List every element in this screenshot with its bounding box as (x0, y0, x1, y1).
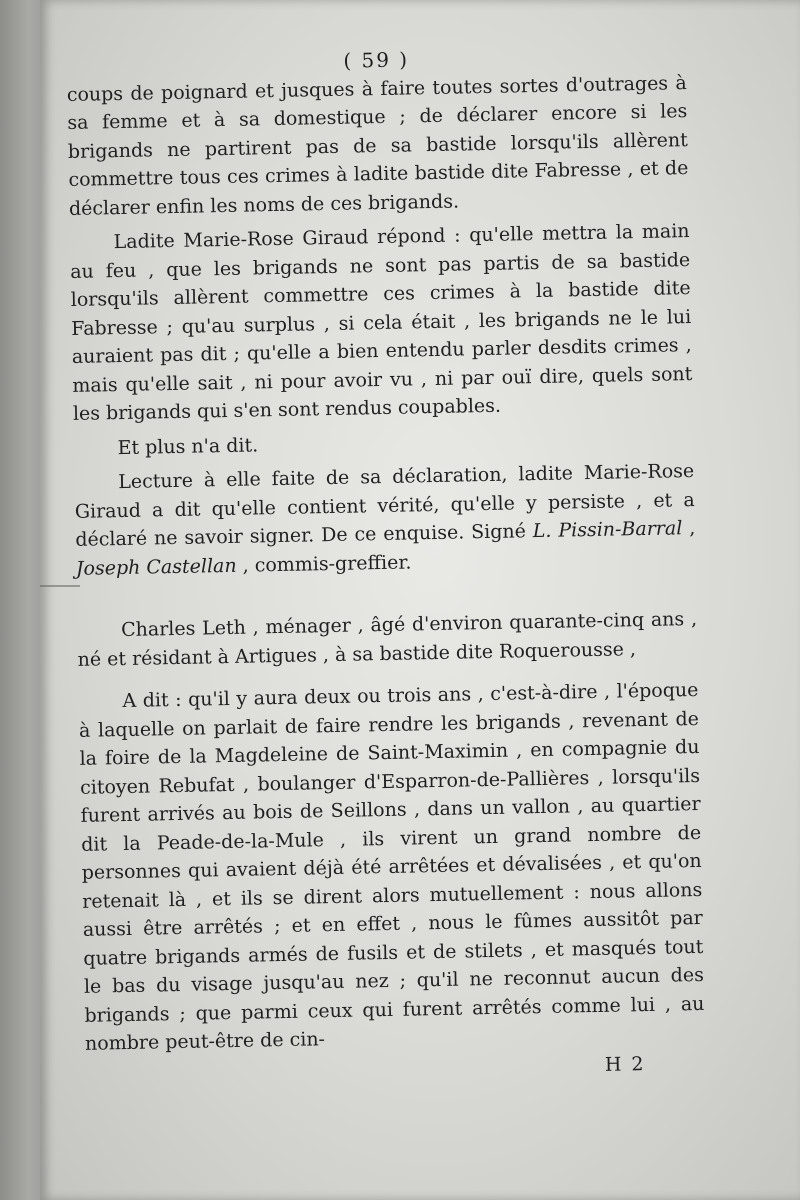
signature-mark: H 2 (604, 1052, 646, 1076)
paragraph-1: coups de poignard et jusques à faire toutes sortes d'outrages à sa femme et à sa domestique ; de déclarer encore si les brigands ne partirent pas de sa bastide lorsqu'ils allèrent commettre tous ces crimes à ladite bastide dite Fabresse , et de déclarer enfin les noms de ces brigands. (66, 71, 689, 220)
paragraph-4 (74, 457, 696, 583)
paragraph-5: Charles Leth , ménager , âgé d'environ quarante-cinq ans , né et résidant à Artigues , à sa bastide dite Roquerousse , (77, 607, 698, 671)
paragraph-4-text: Lecture à elle faite de sa déclaration, ladite Marie-Rose Giraud a dit qu'elle contient vérité, qu'elle y persiste , et a déclaré ne savoir signer. De ce enquise. Signé (74, 460, 695, 551)
paragraph-2: Ladite Marie-Rose Giraud répond : qu'elle mettra la main au feu , que les brigands ne sont pas partis de sa bastide lorsqu'ils allèrent commettre ces crimes à la bastide dite Fabresse ; qu'au surplus , si cela était , les brigands ne le lui auraient pas dit ; qu'elle a bien entendu parler desdits crimes , mais qu'elle sait , ni pour avoir vu , ni par ouï dire, quels sont les brigands qui s'en sont rendus coupables. (70, 220, 693, 425)
text-block (66, 40, 706, 1089)
signature-castellan: Joseph Castellan (75, 554, 237, 580)
signature-separator: , (682, 517, 696, 540)
paragraph-6: A dit : qu'il y aura deux ou trois ans , c'est-à-dire , l'époque à laquelle on parlait de faire rendre les brigands , revenant de la foire de la Magdeleine de Saint-Maximin , en compagnie du citoyen Rebufat , boulanger d'Esparron-de-Pallières , lorsqu'ils furent arrivés au bois de Seillons , dans un vallon , au quartier dit la Peade-de-la-Mule , ils virent un grand nombre de personnes qui avaient déjà été arrêtées et dévalisées , et qu'on retenait là , et ils se dirent alors mutuellement : nous allons aussi être arrêtés ; et en effet , nous le fûmes aussitôt par quatre brigands armés de fusils et de stilets , et masqués tout le bas du visage jusqu'au nez ; qu'il ne reconnut aucun des brigands ; que parmi ceux qui furent arrêtés comme lui , au nombre peut-être de cin- (78, 678, 705, 1055)
paragraph-4-end: , commis-greffier. (236, 550, 412, 577)
paragraph-3: Et plus n'a dit. (117, 433, 259, 459)
page-number: ( 59 ) (343, 47, 410, 73)
signature-pissin-barral: L. Pissin-Barral (532, 517, 683, 543)
page-fold (40, 585, 80, 587)
